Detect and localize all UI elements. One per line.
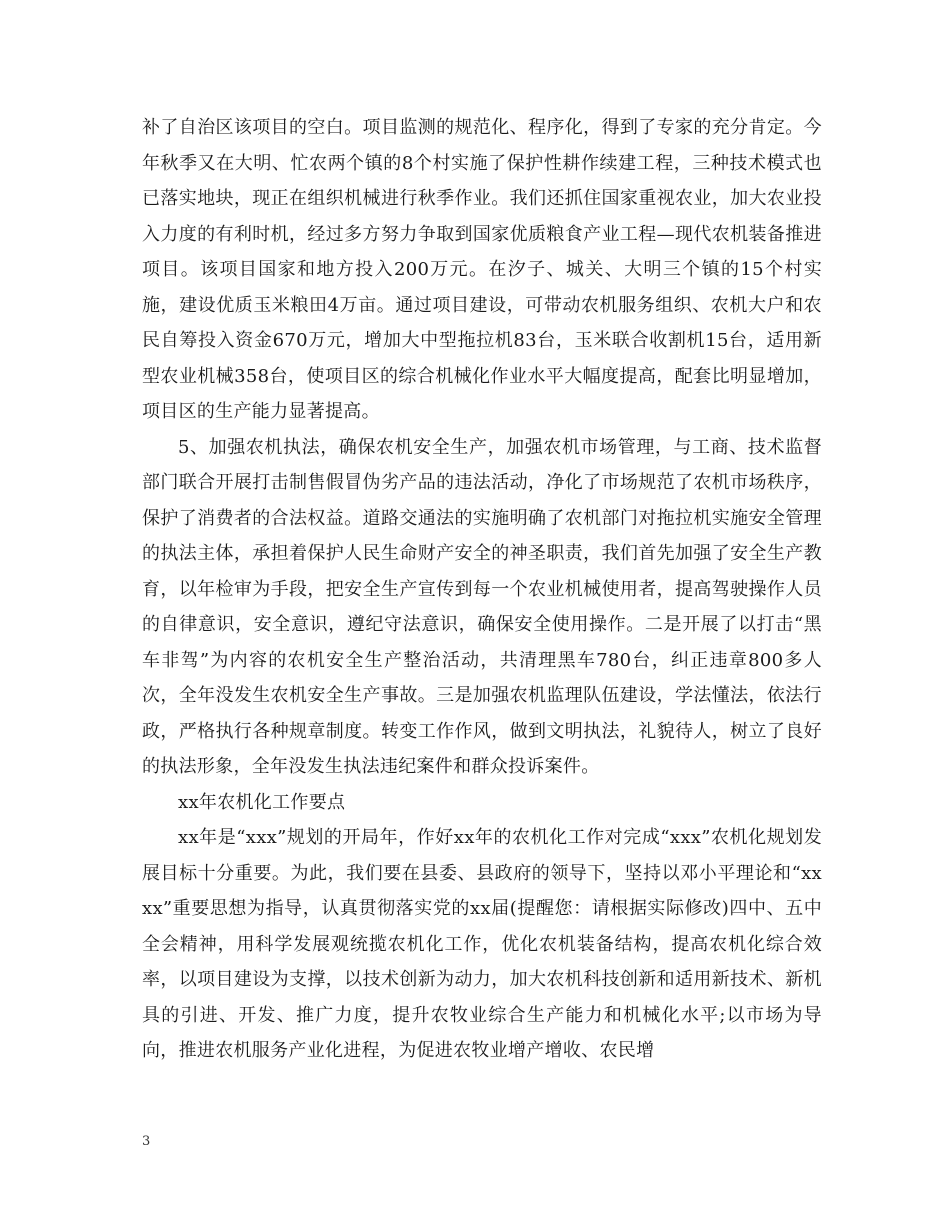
paragraph-2: 5、加强农机执法，确保农机安全生产，加强农机市场管理，与工商、技术监督部门联合开展打击制售假冒伪劣产品的违法活动，净化了市场规范了农机市场秩序，保护了消费者的合法权益。道路交通法的实施明确了农机部门对拖拉机实施安全管理的执法主体，承担着保护人民生命财产安全的神圣职责，我们首先加强了安全生产教育，以年检审为手段，把安全生产宣传到每一个农业机械使用者，提高驾驶操作人员的自律意识，安全意识，遵纪守法意识，确保安全使用操作。二是开展了以打击“黑车非驾”为内容的农机安全生产整治活动，共清理黑车780台，纠正违章800多人次，全年没发生农机安全生产事故。三是加强农机监理队伍建设，学法懂法，依法行政，严格执行各种规章制度。转变工作作风，做到文明执法，礼貌待人，树立了良好的执法形象，全年没发生执法违纪案件和群众投诉案件。 <box>142 436 822 777</box>
page-number: 3 <box>142 1134 151 1149</box>
document-body <box>142 110 822 1069</box>
paragraph-3: xx年是“xxx”规划的开局年，作好xx年的农机化工作对完成“xxx”农机化规划发展目标十分重要。为此，我们要在县委、县政府的领导下，坚持以邓小平理论和“xxxx”重要思想为指导，认真贯彻落实党的xx届(提醒您：请根据实际修改)四中、五中全会精神，用科学发展观统揽农机化工作，优化农机装备结构，提高农机化综合效率，以项目建设为支撑，以技术创新为动力，加大农机科技创新和适用新技术、新机具的引进、开发、推广力度，提升农牧业综合生产能力和机械化水平;以市场为导向，推进农机服务产业化进程，为促进农牧业增产增收、农民增 <box>142 827 822 1061</box>
section-heading: xx年农机化工作要点 <box>178 791 346 813</box>
paragraph-1: 补了自治区该项目的空白。项目监测的规范化、程序化，得到了专家的充分肯定。今年秋季又在大明、忙农两个镇的8个村实施了保护性耕作续建工程，三种技术模式也已落实地块，现正在组织机械进行秋季作业。我们还抓住国家重视农业，加大农业投入力度的有利时机，经过多方努力争取到国家优质粮食产业工程—现代农机装备推进项目。该项目国家和地方投入200万元。在汐子、城关、大明三个镇的15个村实施，建设优质玉米粮田4万亩。通过项目建设，可带动农机服务组织、农机大户和农民自筹投入资金670万元，增加大中型拖拉机83台，玉米联合收割机15台，适用新型农业机械358台，使项目区的综合机械化作业水平大幅度提高，配套比明显增加，项目区的生产能力显著提高。 <box>142 117 822 422</box>
